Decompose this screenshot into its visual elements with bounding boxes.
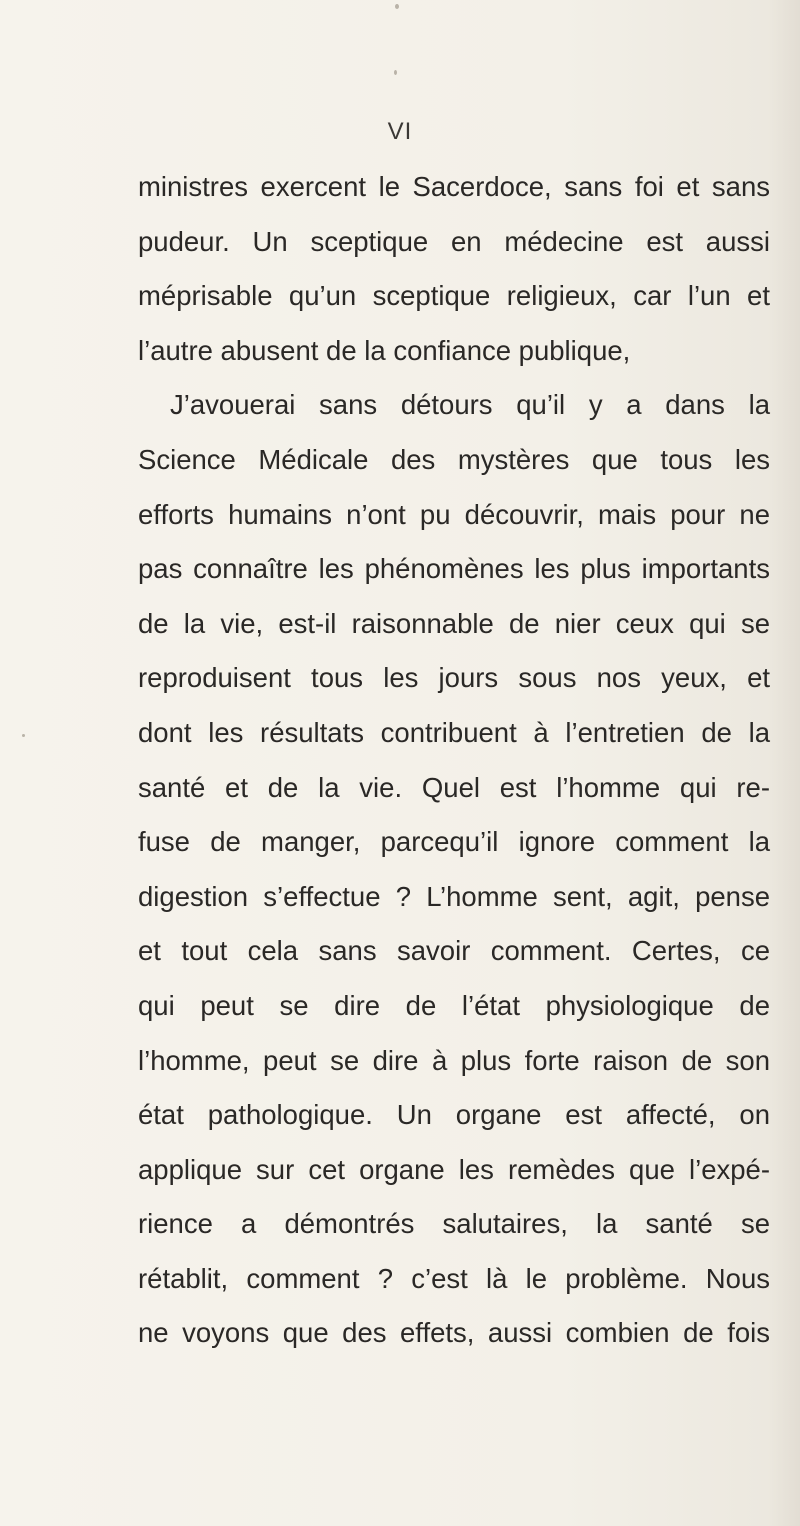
text-line: ministres exercent le Sacerdoce, sans foi et sans [138,171,770,202]
text-line: l’homme, peut se dire à plus forte raison de son [138,1044,770,1076]
text-line: pas connaître les phénomènes les plus importants [138,553,770,585]
body-text [138,160,770,1361]
text-line: rience a démontrés salutaires, la santé se [138,1208,770,1240]
text-line: santé et de la vie. Quel est l’homme qui re- [138,771,770,803]
text-line: de la vie, est-il raisonnable de nier ceux qui se [138,607,770,639]
text-line: fuse de manger, parcequ’il ignore comment la [138,826,770,858]
page-speck [22,734,25,737]
page-speck [394,70,397,75]
page-number: VI [387,118,413,145]
text-line: ne voyons que des effets, aussi combien de fois [138,1317,770,1349]
text-line: état pathologique. Un organe est affecté, on [138,1099,770,1131]
text-line: méprisable qu’un sceptique religieux, car l’un et [138,280,770,312]
text-line: qui peut se dire de l’état physiologique de [138,989,770,1021]
text-line: J’avouerai sans détours qu’il y a dans la [170,389,770,421]
text-line: l’autre abusent de la confiance publique, [138,334,631,366]
text-line: rétablit, comment ? c’est là le problème. Nous [138,1262,770,1294]
text-line: efforts humains n’ont pu découvrir, mais pour ne [138,498,770,530]
page-speck [395,4,399,9]
text-line: applique sur cet organe les remèdes que l’expé- [138,1153,770,1185]
text-line: dont les résultats contribuent à l’entretien de la [138,716,770,748]
text-line: et tout cela sans savoir comment. Certes, ce [138,935,770,967]
text-line: reproduisent tous les jours sous nos yeux, et [138,662,770,694]
text-line: digestion s’effectue ? L’homme sent, agit, pense [138,880,770,912]
text-line: Science Médicale des mystères que tous les [138,443,770,475]
text-line: pudeur. Un sceptique en médecine est aussi [138,225,770,257]
